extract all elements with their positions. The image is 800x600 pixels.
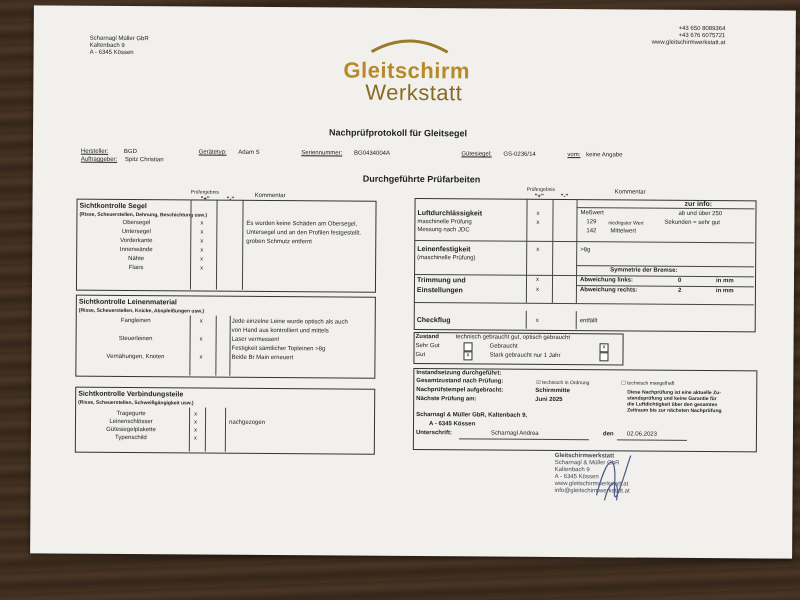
verbindung-title: Sichtkontrolle Verbindungsteile (78, 390, 184, 399)
phone-2: +43 676 6075721 (678, 32, 726, 40)
firm-line-2: A - 6345 Kössen (428, 421, 476, 428)
verbindung-row-mark: x (193, 435, 197, 442)
sehr-gut-checkbox[interactable] (464, 342, 473, 351)
luft-sub1: maschinelle Prüfung (417, 219, 472, 226)
plus-header-right: "+" (534, 193, 544, 200)
zustand-gut: Gut (415, 352, 426, 359)
entfaellt-value: entfällt (579, 318, 598, 325)
document-title: Nachprüfprotokoll für Gleitsegel (329, 127, 468, 139)
leinen-row-mark: x (199, 318, 203, 325)
pruefergebnis-header-right: Prüfergebnis (526, 186, 556, 193)
zustand-stark: Stark gebraucht nur 1 Jahr (489, 352, 561, 360)
note-block (627, 389, 722, 414)
stamp-line: www.gleitschirmwerkstatt.at (554, 480, 629, 488)
inspection-protocol-sheet (30, 5, 796, 558)
verbindung-row-mark: x (193, 427, 197, 434)
date-value: 02.06.2023 (626, 431, 657, 438)
verbindung-subtitle: (Risse, Scheuerstellen, Schweißgängigkeit usw.) (78, 399, 194, 407)
leinen-row-mark: x (199, 336, 203, 343)
tech-mangel-label: technisch mangelhaft (627, 380, 675, 387)
segel-row-mark: x (200, 247, 204, 254)
segel-row-comment: Untersegel und an den Profilen festgestellt. (246, 229, 362, 237)
unit-mm: in mm (715, 278, 734, 285)
leinen-row-label: Steuerleinen (118, 335, 153, 343)
segel-row-mark: x (200, 265, 204, 272)
tech-mangel-option (621, 380, 674, 386)
gesamt-label: Gesamtzustand nach Prüfung: (416, 378, 504, 385)
plus-header: "+" (200, 196, 210, 203)
leinen-row-label: Fangleinen (120, 317, 151, 325)
stamp-line: Kaltenbach 9 (554, 466, 590, 474)
segel-title: Sichtkontrolle Segel (79, 202, 147, 211)
stempel-label: Nachprüfstempel aufgebracht: (416, 387, 504, 394)
unit-mm: in mm (715, 288, 734, 295)
segel-row-comment: groben Schmutz entfernt (246, 238, 313, 246)
gut-checkbox[interactable]: x (463, 351, 472, 360)
segel-row-label: Nähte (128, 256, 145, 263)
right-table (414, 186, 757, 338)
kommentar-header: Kommentar (254, 192, 286, 200)
logo-text-werkstatt: Werkstatt (365, 79, 463, 106)
stamp-line: A - 6345 Kössen (554, 473, 599, 481)
zustand-label: Zustand (415, 334, 439, 341)
checkflug-label: Checkflug (416, 317, 451, 325)
verbindung-row-label: Tragegurte (116, 410, 146, 418)
naechste-value: Juni 2025 (535, 396, 563, 404)
den-label: den (602, 431, 614, 438)
auftrag-value: Spitz Christian (124, 156, 164, 164)
verbindung-row-label: Leinenschlösser (109, 418, 153, 426)
segel-row-mark: x (200, 238, 204, 245)
segel-row-mark: x (200, 229, 204, 236)
pruefergebnis-header: Prüfergebnis (190, 189, 219, 196)
mittelwert-label: Mittelwert (610, 228, 637, 235)
vom-value: keine Angabe (586, 152, 623, 159)
segel-row-label: Vorderkante (120, 237, 153, 245)
note-line: Diese Nachprüfung ist eine aktuelle Zu- (627, 389, 721, 397)
instand-title: Instandsetzung durchgeführt: (416, 370, 502, 377)
luft-mark: x (536, 210, 540, 217)
segel-row-label: Innenwände (119, 246, 153, 254)
trimm-title-2: Einstellungen (416, 287, 463, 295)
checkflug-mark: x (535, 317, 539, 324)
stark-checkbox[interactable] (599, 352, 608, 361)
messwert-label: Meßwert (580, 210, 604, 217)
leinen-row-comment: Laser vermessen! (231, 336, 280, 344)
hersteller-label: Hersteller: (80, 148, 109, 155)
guete-value: GS-0236/14 (503, 151, 536, 158)
signature-scribble-icon (586, 445, 636, 505)
verbindung-row-mark: x (194, 411, 198, 418)
hersteller-value: BGD (123, 148, 137, 156)
luft-mark: x (536, 219, 540, 226)
company-city: A - 6345 Kössen (89, 49, 134, 57)
verbindung-row-mark: x (193, 419, 198, 426)
glider-logo-icon (370, 34, 450, 55)
abweichung-rechts-value: 2 (677, 287, 682, 294)
segel-row-label: Flairs (128, 265, 144, 272)
zustand-header: technisch gebraucht gut, optisch gebraucht (455, 334, 571, 342)
segel-row-label: Untersegel (121, 228, 151, 236)
info-line-1: ab und über 250 (678, 210, 723, 218)
messwert-1: 129 (586, 219, 597, 226)
symmetrie-label: Symmetrie der Bremse: (610, 267, 678, 274)
tech-ok-label: technisch in Ordnung (542, 379, 590, 387)
stamp-line: Scharnagl & Müller GbR (554, 459, 620, 467)
trimm-title-1: Trimmung und (416, 277, 466, 285)
company-street: Kaltenbach 9 (89, 42, 125, 49)
trimm-mark: x (535, 286, 539, 293)
unterschrift-label: Unterschrift: (415, 430, 452, 437)
leinen-row-label: Vernähungen, Knoten (106, 353, 165, 361)
abweichung-links-value: 0 (677, 277, 682, 284)
segel-row-mark: x (200, 220, 204, 227)
website: www.gleitschirmwerkstatt.at (651, 39, 726, 47)
segel-row-comment: Es wurden keine Schäden am Obersegel, (246, 220, 358, 228)
luft-sub2: Messung nach JDC (417, 227, 470, 234)
serien-value: BG0434004A (353, 150, 390, 157)
zur-info-label: zur info: (684, 200, 713, 209)
segel-row-mark: x (200, 256, 204, 263)
stamp-line: info@gleitschirmwerkstatt.at (554, 487, 630, 495)
leinen-row-comment: Festigkeit sämtlicher Topleinen >8g (231, 345, 326, 353)
serien-label: Seriennummer: (301, 150, 343, 157)
tech-mangel-checkbox[interactable]: ☐ (621, 380, 626, 387)
contact-block (652, 26, 726, 48)
zustand-gebraucht: Gebraucht (489, 343, 518, 350)
info-line-2: Sekunden = sehr gut (664, 219, 720, 227)
kommentar-header-right: Kommentar (614, 189, 646, 196)
meta-row-2 (81, 157, 164, 165)
tech-ok-checkbox[interactable]: ☑ (536, 379, 541, 386)
leinenfest-mark: x (536, 246, 540, 253)
auftrag-label: Auftraggeber: (80, 156, 118, 163)
minus-header-right: "-" (560, 194, 569, 201)
firm-line-1: Scharnagl & Müller GbR, Kaltenbach 9, (416, 412, 528, 419)
leinen-row-mark: x (199, 354, 203, 361)
leinen-subtitle: (Risse, Scheuerstellen, Knicke, Abspleißungen usw.) (78, 307, 205, 315)
messwert-2: 142 (586, 228, 597, 235)
minus-header: "-" (226, 196, 235, 203)
vom-label: vom: (567, 152, 581, 159)
trimm-mark: x (535, 276, 540, 283)
luft-title: Luftdurchlässigkeit (417, 210, 483, 218)
company-name: Scharnagl Müller GbR (89, 35, 149, 43)
zustand-sehr-gut: Sehr Gut (415, 343, 440, 350)
left-table (75, 191, 375, 491)
note-line: standsprüfung und keine Garantie für (627, 395, 717, 403)
tech-ok-option (536, 380, 589, 386)
leinenfest-sub: (maschinelle Prüfung) (417, 255, 476, 262)
naechste-label: Nächste Prüfung am: (416, 396, 477, 403)
note-line: die Luftdichtigkeit über den gesamten (627, 401, 718, 409)
unterschrift-value: Scharnagl Andrea (490, 430, 539, 437)
leinen-row-comment: von Hand aus kontrolliert und mittels (231, 327, 329, 335)
verbindung-row-label: Typenschild (115, 434, 147, 442)
verbindung-row-comment: nachgezogen (228, 419, 266, 426)
geraetetyp-value: Adam S (238, 149, 260, 156)
segel-row-label: Obersegel (122, 219, 151, 227)
logo-text-gleitschirm: Gleitschirm (343, 57, 471, 84)
leinenfest-title: Leinenfestigkeit (417, 246, 471, 254)
verbindung-row-label: Gütesiegelplakette (106, 426, 156, 434)
niedrigster-wert-label: niedrigster Wert (608, 220, 644, 227)
geraetetyp-label: Gerätetyp: (198, 149, 227, 156)
abweichung-links-label: Abweichung links: (579, 277, 634, 284)
abweichung-rechts-label: Abweichung rechts: (579, 287, 638, 294)
leinenfest-value: >8g (580, 247, 591, 254)
section-title: Durchgeführte Prüfarbeiten (362, 173, 481, 185)
guete-label: Gütesiegel: (461, 151, 492, 158)
leinen-title: Sichtkontrolle Leinenmaterial (78, 298, 177, 307)
company-address (90, 36, 149, 57)
stempel-value: Schirmmitte (535, 387, 570, 395)
phone-1: +43 650 8089364 (678, 25, 726, 33)
stamp-title: Gleitschirmwerkstatt (554, 452, 615, 460)
segel-subtitle: (Risse, Scheuerstellen, Dehnung, Beschichtung usw.) (79, 211, 208, 219)
leinen-row-comment: Jede einzelne Leine wurde optisch als auch (231, 318, 348, 326)
gebraucht-checkbox[interactable]: x (600, 343, 609, 352)
note-line: Zeitraum bis zur nächsten Nachprüfung (627, 407, 722, 415)
leinen-row-comment: Beide Br Main erneuert (231, 354, 294, 362)
